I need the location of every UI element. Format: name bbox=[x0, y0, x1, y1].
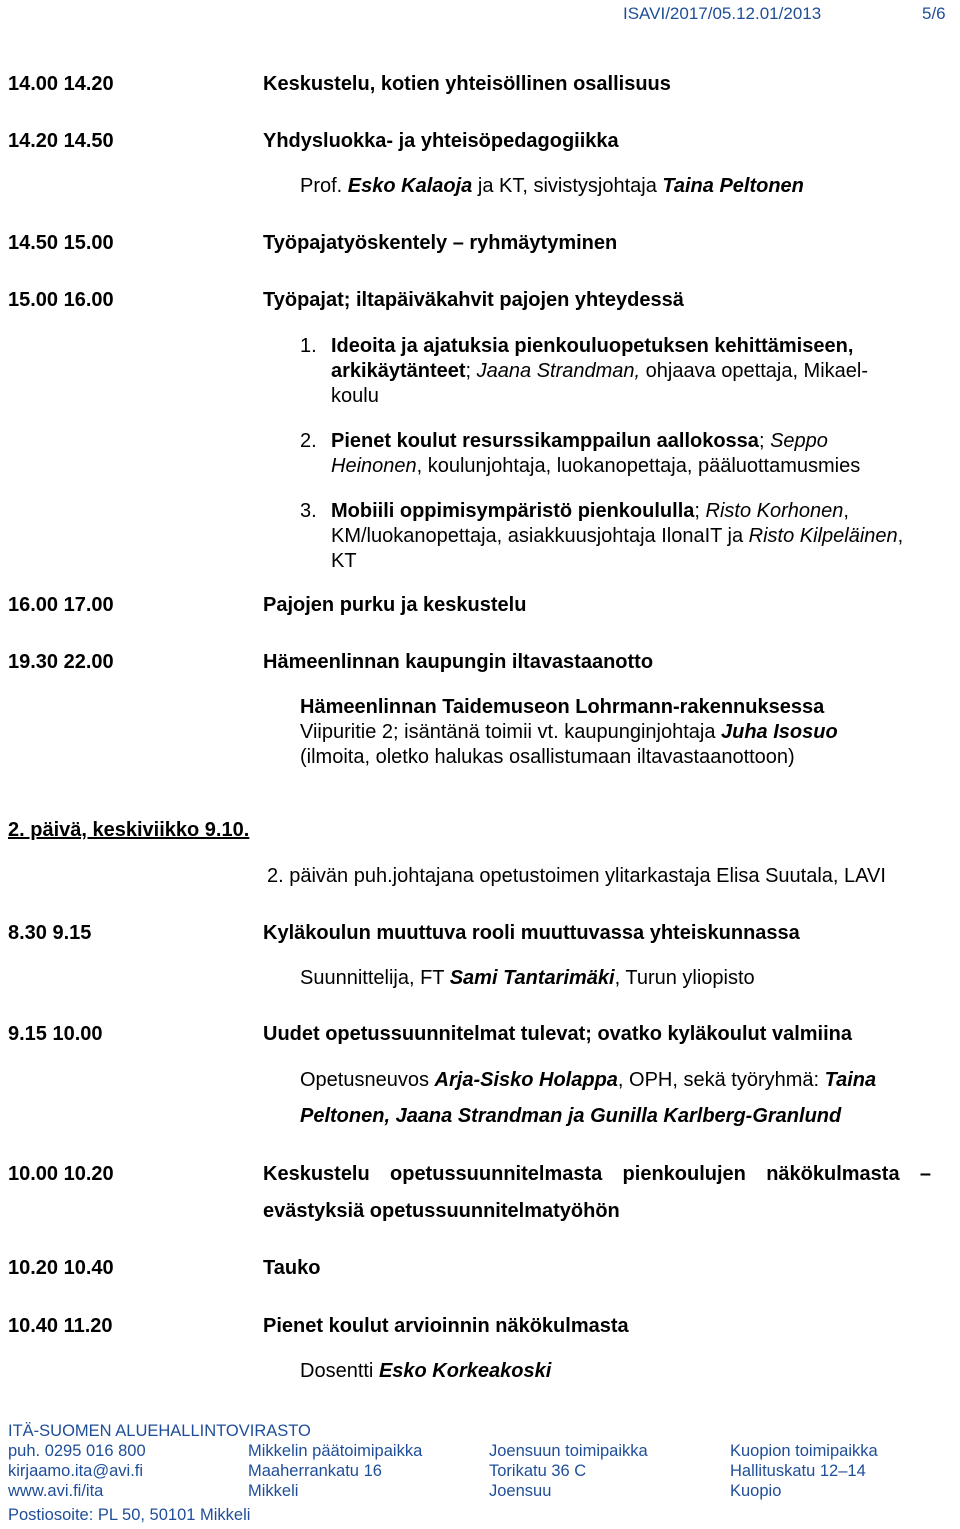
footer-phone: puh. 0295 016 800 bbox=[8, 1442, 146, 1460]
speaker-role: KM/luokanopettaja, asiakkuusjohtaja IlonaIT ja bbox=[331, 525, 749, 547]
session-title-cont: evästyksiä opetussuunnitelmatyöhön bbox=[263, 1200, 620, 1222]
session-time: 10.20 10.40 bbox=[8, 1257, 114, 1279]
speaker-name: Taina Peltonen bbox=[662, 175, 804, 197]
session-time: 19.30 22.00 bbox=[8, 651, 114, 673]
footer-office-name: Kuopion toimipaikka bbox=[730, 1442, 878, 1460]
speaker-name: Esko Kalaoja bbox=[347, 175, 473, 197]
separator: ; bbox=[758, 430, 771, 452]
session-title: Kyläkoulun muuttuva rooli muuttuvassa yhteiskunnassa bbox=[263, 922, 800, 944]
session-title: Hämeenlinnan kaupungin iltavastaanotto bbox=[263, 651, 654, 673]
event-note: (ilmoita, oletko halukas osallistumaan iltavastaanottoon) bbox=[300, 746, 795, 768]
session-speakers bbox=[300, 1068, 876, 1093]
speaker-name: Arja-Sisko Holappa bbox=[434, 1069, 618, 1091]
document-id: ISAVI/2017/05.12.01/2013 bbox=[623, 4, 822, 23]
session-time: 9.15 10.00 bbox=[8, 1023, 103, 1045]
session-title: Keskustelu, kotien yhteisöllinen osallisuus bbox=[263, 73, 671, 95]
day-heading: 2. päivä, keskiviikko 9.10. bbox=[8, 819, 250, 841]
workshop-details bbox=[331, 454, 860, 479]
workshop-title-line bbox=[331, 429, 828, 454]
speaker-name: Sami Tantarimäki bbox=[449, 967, 615, 989]
speaker-role: Opetusneuvos bbox=[300, 1069, 435, 1091]
workshop-title-line bbox=[331, 499, 849, 524]
session-title: Työpajatyöskentely – ryhmäytyminen bbox=[263, 232, 618, 254]
session-title: Työpajat; iltapäiväkahvit pajojen yhteydessä bbox=[263, 289, 684, 311]
footer-office-street: Maaherrankatu 16 bbox=[248, 1462, 382, 1480]
session-speakers-cont: Peltonen, Jaana Strandman ja Gunilla Karlberg-Granlund bbox=[300, 1105, 842, 1127]
speaker-role: Suunnittelija, FT bbox=[300, 967, 450, 989]
workshop-title: Mobiili oppimisympäristö pienkoululla bbox=[331, 500, 695, 522]
session-time: 10.40 11.20 bbox=[8, 1315, 113, 1337]
session-time: 8.30 9.15 bbox=[8, 922, 92, 944]
session-title: Uudet opetussuunnitelmat tulevat; ovatko kyläkoulut valmiina bbox=[263, 1023, 852, 1045]
session-title: Pajojen purku ja keskustelu bbox=[263, 594, 527, 616]
session-time: 15.00 16.00 bbox=[8, 289, 114, 311]
workshop-details-cont: KT bbox=[331, 550, 357, 572]
session-speakers bbox=[300, 174, 804, 199]
workshop-title: Pienet koulut resurssikamppailun aallokossa bbox=[331, 430, 759, 452]
speaker-role: ohjaava opettaja, Mikael- bbox=[640, 360, 869, 382]
footer-email[interactable]: kirjaamo.ita@avi.fi bbox=[8, 1462, 144, 1480]
speaker-affiliation: , Turun yliopisto bbox=[614, 967, 755, 989]
session-time: 14.00 14.20 bbox=[8, 73, 114, 95]
punctuation: , bbox=[897, 525, 904, 547]
workshop-number: 1. bbox=[300, 335, 317, 357]
speaker-role: Dosentti bbox=[300, 1360, 379, 1382]
session-title: Yhdysluokka- ja yhteisöpedagogiikka bbox=[263, 130, 619, 152]
workshop-number: 3. bbox=[300, 500, 317, 522]
speaker-role: , koulunjohtaja, luokanopettaja, pääluottamusmies bbox=[416, 455, 861, 477]
separator: ; bbox=[694, 500, 706, 522]
speaker-name: Risto Korhonen bbox=[705, 500, 844, 522]
session-time: 14.20 14.50 bbox=[8, 130, 114, 152]
speaker-name: Esko Korkeakoski bbox=[378, 1360, 552, 1382]
event-host bbox=[300, 720, 838, 745]
punctuation: , bbox=[843, 500, 849, 522]
host-role: Viipuritie 2; isäntänä toimii vt. kaupunginjohtaja bbox=[300, 721, 721, 743]
footer-organization: ITÄ-SUOMEN ALUEHALLINTOVIRASTO bbox=[8, 1422, 311, 1440]
host-name: Juha Isosuo bbox=[721, 721, 838, 743]
speaker-name: Heinonen bbox=[331, 455, 417, 477]
footer-office-city: Joensuu bbox=[489, 1482, 552, 1500]
workshop-number: 2. bbox=[300, 430, 317, 452]
footer-website[interactable]: www.avi.fi/ita bbox=[8, 1482, 104, 1500]
speaker-name: Jaana Strandman, bbox=[476, 360, 641, 382]
session-time: 16.00 17.00 bbox=[8, 594, 114, 616]
speaker-name: Risto Kilpeläinen bbox=[748, 525, 898, 547]
footer-office-name: Joensuun toimipaikka bbox=[489, 1442, 648, 1460]
speaker-role: ja KT, sivistysjohtaja bbox=[472, 175, 663, 197]
footer-office-street: Torikatu 36 C bbox=[489, 1462, 587, 1480]
session-title: Tauko bbox=[263, 1257, 321, 1279]
workshop-details bbox=[331, 359, 868, 384]
workshop-details bbox=[331, 524, 903, 549]
workshop-details-cont: koulu bbox=[331, 385, 379, 407]
footer-office-city: Mikkeli bbox=[248, 1482, 299, 1500]
session-title: Pienet koulut arvioinnin näkökulmasta bbox=[263, 1315, 629, 1337]
page-number: 5/6 bbox=[922, 4, 946, 23]
workshop-title: Ideoita ja ajatuksia pienkouluopetuksen kehittämiseen, bbox=[331, 335, 854, 357]
session-time: 14.50 15.00 bbox=[8, 232, 114, 254]
footer-office-city: Kuopio bbox=[730, 1482, 782, 1500]
speaker-prefix: Prof. bbox=[300, 175, 348, 197]
session-time: 10.00 10.20 bbox=[8, 1163, 114, 1185]
workshop-title-cont: arkikäytänteet bbox=[331, 360, 466, 382]
session-title: Keskustelu opetussuunnitelmasta pienkoulujen näkökulmasta – bbox=[263, 1163, 931, 1185]
session-speakers bbox=[300, 966, 755, 991]
footer-office-name: Mikkelin päätoimipaikka bbox=[248, 1442, 423, 1460]
speaker-name: Taina bbox=[824, 1069, 877, 1091]
footer-postal-address: Postiosoite: PL 50, 50101 Mikkeli bbox=[8, 1506, 251, 1524]
separator: ; bbox=[465, 360, 477, 382]
footer-office-street: Hallituskatu 12–14 bbox=[730, 1462, 866, 1480]
day-chair: 2. päivän puh.johtajana opetustoimen ylitarkastaja Elisa Suutala, LAVI bbox=[267, 865, 886, 887]
event-venue: Hämeenlinnan Taidemuseon Lohrmann-rakennuksessa bbox=[300, 696, 825, 718]
speaker-name: Seppo bbox=[770, 430, 828, 452]
speaker-affiliation: , OPH, sekä työryhmä: bbox=[617, 1069, 825, 1091]
session-speakers bbox=[300, 1359, 551, 1384]
